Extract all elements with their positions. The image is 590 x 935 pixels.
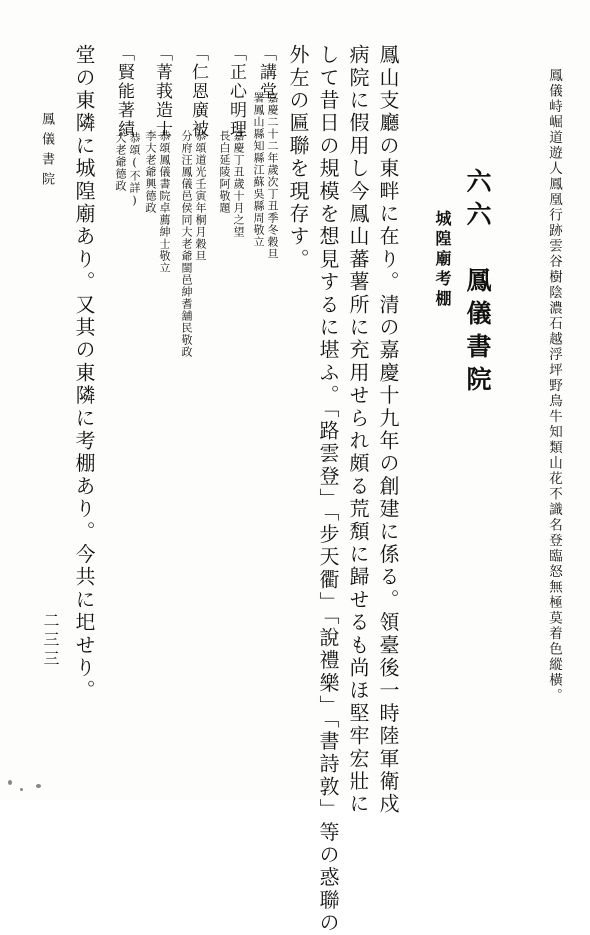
- tablet-1-notes: [253, 92, 278, 260]
- tablet-2-notes: [219, 130, 244, 238]
- body-column-2: 病院に假用し今鳳山蕃薯所に充用せられ頗る荒頽に歸せるも尚ほ堅牢宏壯に: [346, 44, 370, 816]
- tablet-note: 李大老爺興德政: [144, 130, 157, 214]
- tablet-note: 嘉慶丁丑歲十月之望: [232, 130, 245, 238]
- body-column-3: して昔日の規模を想見するに堪ふ。「路雲登」「步天衢」「說禮樂」「書詩敦」等の惑聯の: [316, 44, 340, 935]
- closing-column: 堂の東隣に城隍廟あり。又其の東隣に考棚あり。今共に圯せり。: [72, 44, 96, 703]
- tablet-4-notes: [145, 130, 170, 274]
- section-title: 鳳儀書院: [463, 267, 492, 399]
- tablet-note: 嘉慶二十二年歲次丁丑季冬穀旦: [266, 92, 279, 260]
- section-heading: [465, 168, 490, 399]
- tablet-note: 大老爺德政: [114, 132, 127, 192]
- tablet-note: 恭頌(不詳): [128, 132, 141, 208]
- poem-line: 鳳儀峙崛道遊人鳳凰行跡雲谷樹陰濃石越浮坪野鳥牛知類山花不識名登臨怒無極莫着色縱橫。: [546, 68, 562, 704]
- tablet-note: 長白延陵阿敬題: [218, 130, 231, 214]
- print-speck: [36, 784, 41, 788]
- tablet-2-label: 「正心明理: [226, 44, 246, 139]
- tablet-3-notes: [181, 130, 206, 358]
- tablet-1-label: 「講堂: [256, 44, 276, 101]
- tablet-5-label: 「賢能著績: [114, 44, 134, 139]
- running-head: 鳳儀書院: [39, 112, 54, 192]
- page-number: 二三三: [41, 612, 60, 669]
- tablet-3-label: 「仁恩廣被: [188, 44, 208, 139]
- tablet-note: 恭頌道光壬寅年桐月穀旦: [194, 130, 207, 262]
- print-speck: [20, 788, 23, 791]
- body-column-1: 鳳山支廳の東畔に在り。清の嘉慶十九年の創建に係る。領臺後一時陸軍衛戍: [376, 44, 400, 816]
- tablet-note: 分府汪鳳儀邑侯同大老爺閩邑紳耆舖民敬政: [180, 130, 193, 358]
- tablet-4-label: 「菁莪造士: [152, 44, 172, 139]
- section-number: 六六: [463, 168, 492, 234]
- section-subtitle: 城隍廟考棚: [433, 210, 452, 310]
- tablet-5-notes: [115, 132, 140, 208]
- tablet-note: 署鳳山縣知縣江蘇吳縣周敬立: [252, 92, 265, 248]
- title-gap: [463, 234, 492, 267]
- tablet-note: 恭頌鳳儀書院卓薦紳士敬立: [158, 130, 171, 274]
- print-speck: [8, 780, 12, 785]
- body-column-4: 外左の匾聯を現存す。: [286, 44, 310, 271]
